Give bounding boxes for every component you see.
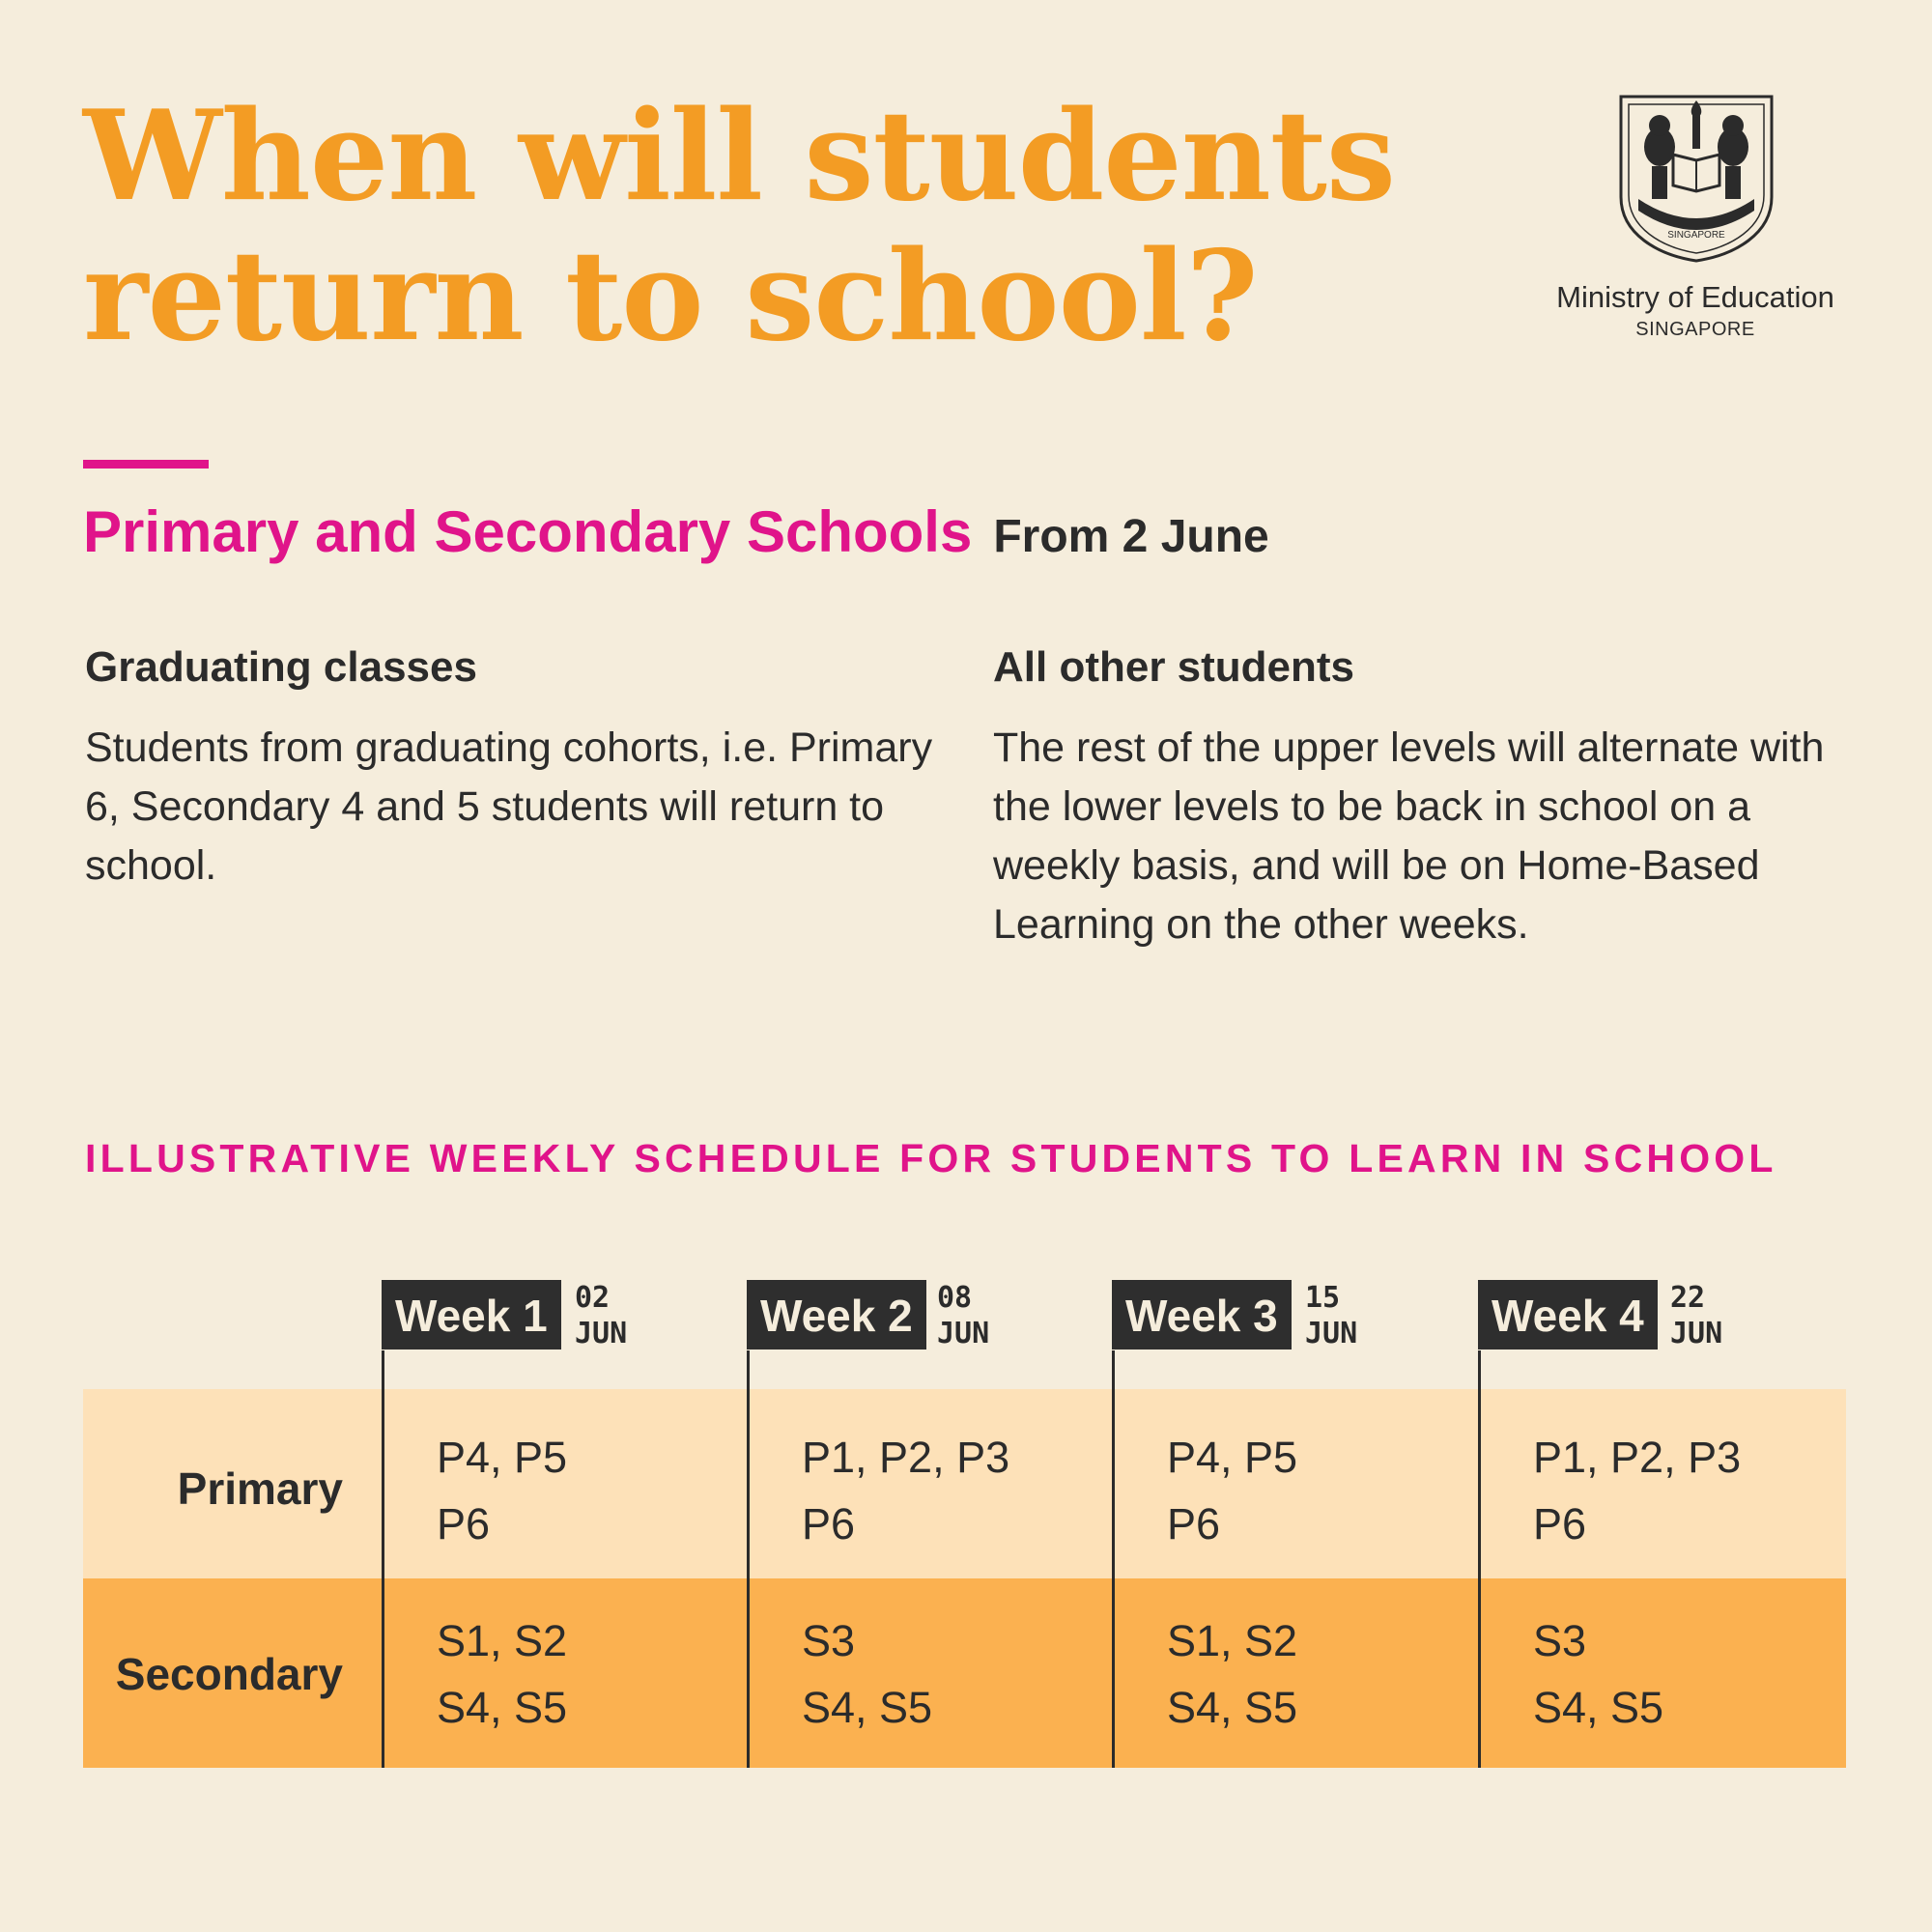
week-2-divider bbox=[747, 1350, 750, 1768]
week-1-day: 02 bbox=[575, 1281, 611, 1315]
section-heading bbox=[83, 498, 1269, 565]
week-4-secondary-cell bbox=[1533, 1607, 1663, 1741]
week-4-secondary-line-1: S3 bbox=[1533, 1616, 1587, 1665]
week-1-primary-line-2: P6 bbox=[437, 1499, 491, 1548]
week-2-date bbox=[937, 1280, 989, 1351]
section-title: Primary and Secondary Schools bbox=[83, 499, 973, 564]
crest-label: SINGAPORE bbox=[1667, 230, 1725, 241]
week-2-primary-cell bbox=[802, 1424, 1009, 1557]
week-4-secondary-line-2: S4, S5 bbox=[1533, 1683, 1664, 1732]
week-2-secondary-line-2: S4, S5 bbox=[802, 1683, 933, 1732]
logo-country: SINGAPORE bbox=[1635, 319, 1755, 340]
schedule-title: ILLUSTRATIVE WEEKLY SCHEDULE FOR STUDENTS TO LEARN IN SCHOOL bbox=[85, 1136, 1777, 1180]
page-title bbox=[83, 84, 1532, 369]
week-3-primary-line-2: P6 bbox=[1167, 1499, 1221, 1548]
page-title-line-1: When will students bbox=[83, 84, 1395, 229]
week-3-month: JUN bbox=[1305, 1317, 1358, 1350]
page-title-line-2: return to school? bbox=[83, 224, 1258, 369]
week-2-primary-line-2: P6 bbox=[802, 1499, 856, 1548]
week-3-day: 15 bbox=[1305, 1281, 1341, 1315]
week-4-divider bbox=[1478, 1350, 1481, 1768]
week-4-date bbox=[1670, 1280, 1722, 1351]
graduating-heading: Graduating classes bbox=[85, 643, 477, 691]
week-2-secondary-cell bbox=[802, 1607, 932, 1741]
week-2-secondary-line-1: S3 bbox=[802, 1616, 856, 1665]
week-3-secondary-line-2: S4, S5 bbox=[1167, 1683, 1298, 1732]
section-date: From 2 June bbox=[993, 511, 1269, 562]
accent-divider bbox=[83, 460, 209, 469]
week-1-tab: Week 1 bbox=[382, 1280, 561, 1350]
week-1-primary-cell bbox=[437, 1424, 567, 1557]
week-4-month: JUN bbox=[1670, 1317, 1723, 1350]
week-2-primary-line-1: P1, P2, P3 bbox=[802, 1433, 1010, 1482]
graduating-body: Students from graduating cohorts, i.e. Primary 6, Secondary 4 and 5 students will return to school. bbox=[85, 724, 933, 889]
week-3-secondary-line-1: S1, S2 bbox=[1167, 1616, 1298, 1665]
week-4-primary-cell bbox=[1533, 1424, 1741, 1557]
moe-logo bbox=[1536, 93, 1855, 354]
week-3-primary-cell bbox=[1167, 1424, 1297, 1557]
week-1-secondary-line-2: S4, S5 bbox=[437, 1683, 568, 1732]
week-2-day: 08 bbox=[937, 1281, 973, 1315]
week-3-tab: Week 3 bbox=[1112, 1280, 1292, 1350]
moe-crest-icon bbox=[1617, 93, 1776, 263]
week-4-tab: Week 4 bbox=[1478, 1280, 1658, 1350]
week-1-month: JUN bbox=[575, 1317, 628, 1350]
week-1-primary-line-1: P4, P5 bbox=[437, 1433, 568, 1482]
week-1-secondary-line-1: S1, S2 bbox=[437, 1616, 568, 1665]
other-students-body: The rest of the upper levels will alternate with the lower levels to be back in school on a weekly basis, and will be on Home-Based Learning on the other weeks. bbox=[993, 724, 1825, 948]
week-3-secondary-cell bbox=[1167, 1607, 1297, 1741]
week-3-primary-line-1: P4, P5 bbox=[1167, 1433, 1298, 1482]
row-label-secondary: Secondary bbox=[115, 1649, 343, 1699]
week-1-date bbox=[575, 1280, 627, 1351]
week-1-divider bbox=[382, 1350, 384, 1768]
week-1-secondary-cell bbox=[437, 1607, 567, 1741]
week-2-tab: Week 2 bbox=[747, 1280, 926, 1350]
week-4-primary-line-1: P1, P2, P3 bbox=[1533, 1433, 1742, 1482]
week-4-day: 22 bbox=[1670, 1281, 1706, 1315]
other-students-heading: All other students bbox=[993, 643, 1355, 691]
week-3-date bbox=[1305, 1280, 1357, 1351]
logo-ministry-name: Ministry of Education bbox=[1556, 280, 1834, 314]
week-2-month: JUN bbox=[937, 1317, 990, 1350]
row-label-primary: Primary bbox=[177, 1463, 343, 1514]
week-3-divider bbox=[1112, 1350, 1115, 1768]
week-4-primary-line-2: P6 bbox=[1533, 1499, 1587, 1548]
